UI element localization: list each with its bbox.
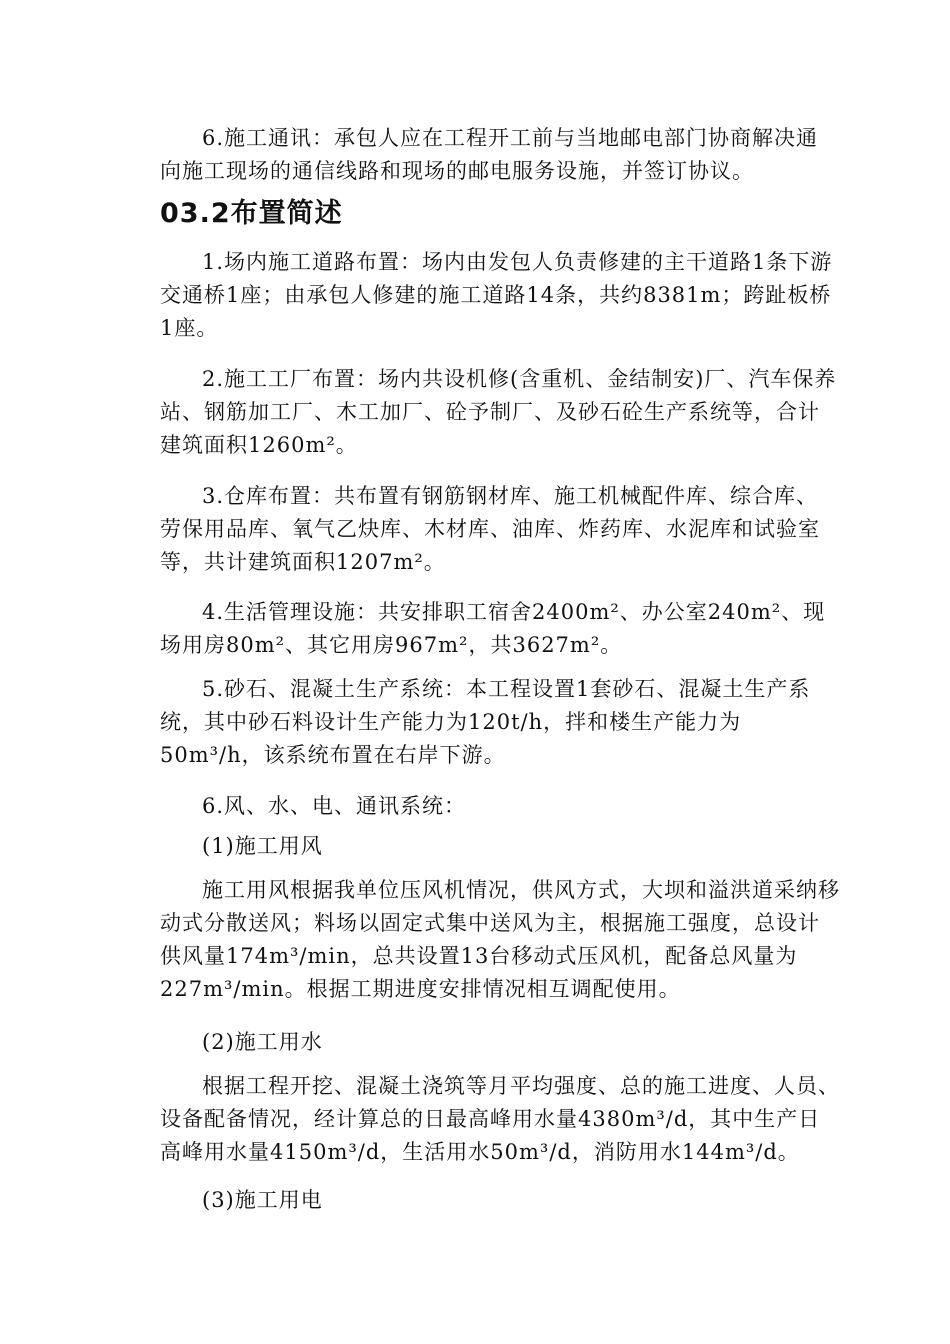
paragraph-sand-concrete-system: 5.砂石、混凝土生产系统：本工程设置1套砂石、混凝土生产系统，其中砂石料设计生产能力为120t/h，拌和楼生产能力为50m³/h，该系统布置在右岸下游。 — [160, 677, 811, 767]
subsection-title-water: (2)施工用水 — [202, 1030, 323, 1054]
paragraph-factories: 2.施工工厂布置：场内共设机修(含重机、金结制安)厂、汽车保养站、钢筋加工厂、木工加厂、砼予制厂、及砂石砼生产系统等，合计建筑面积1260m²。 — [160, 367, 837, 457]
paragraph-utility-systems: 6.风、水、电、通讯系统： — [202, 794, 467, 818]
section-heading: 03.2布置简述 — [160, 198, 343, 229]
paragraph-air-supply: 施工用风根据我单位压风机情况，供风方式，大坝和溢洪道采纳移动式分散送风；料场以固定式集中送风为主，根据施工强度，总设计供风量174m³/min，总共设置13台移动式压风机，配备总风量为227m³/min。根据工期进度安排情况相互调配使用。 — [160, 878, 840, 1001]
paragraph-water-supply: 根据工程开挖、混凝土浇筑等月平均强度、总的施工进度、人员、设备配备情况，经计算总的日最高峰用水量4380m³/d，其中生产日高峰用水量4150m³/d，生活用水50m³/d，消防用水144m³/d。 — [160, 1074, 840, 1164]
paragraph-living-facilities: 4.生活管理设施：共安排职工宿舍2400m²、办公室240m²、现场用房80m²、其它用房967m²，共3627m²。 — [160, 600, 826, 657]
paragraph-roads: 1.场内施工道路布置：场内由发包人负责修建的主干道路1条下游交通桥1座；由承包人修建的施工道路14条，共约8381m；跨趾板桥1座。 — [160, 250, 833, 340]
paragraph-construction-communication: 6.施工通讯：承包人应在工程开工前与当地邮电部门协商解决通向施工现场的通信线路和现场的邮电服务设施，并签订协议。 — [160, 126, 819, 183]
paragraph-warehouses: 3.仓库布置：共布置有钢筋钢材库、施工机械配件库、综合库、劳保用品库、氧气乙炔库、木材库、油库、炸药库、水泥库和试验室等，共计建筑面积1207m²。 — [160, 484, 820, 574]
subsection-title-power: (3)施工用电 — [202, 1188, 323, 1212]
subsection-title-air: (1)施工用风 — [202, 834, 323, 858]
